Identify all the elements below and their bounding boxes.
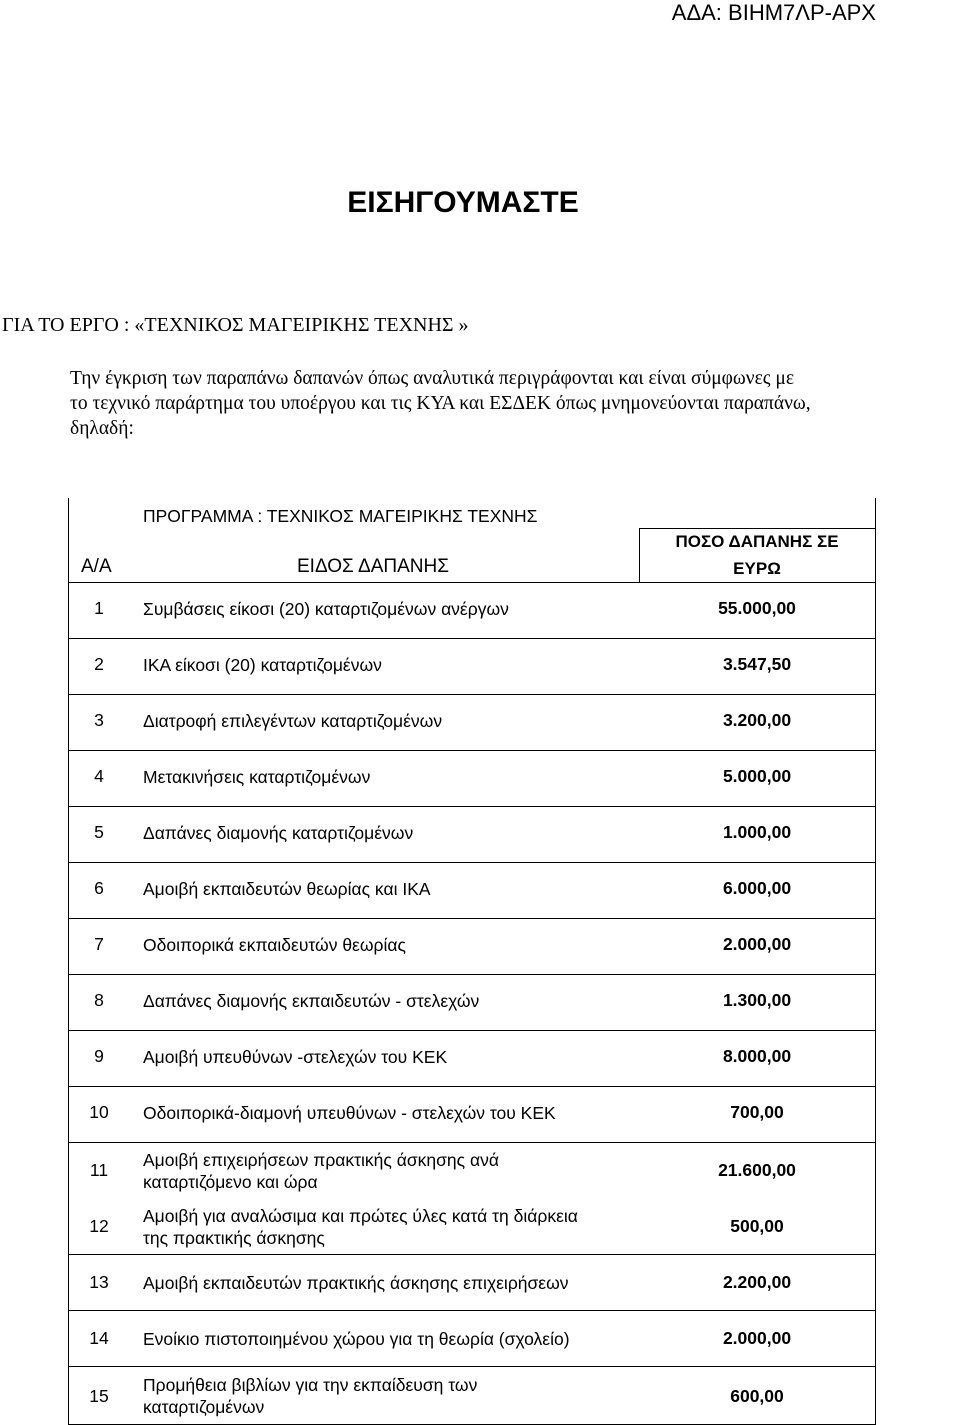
- row-divider: [69, 750, 875, 751]
- row-description: Διατροφή επιλεγέντων καταρτιζομένων: [143, 711, 443, 731]
- row-divider: [69, 1310, 875, 1311]
- row-description-line: καταρτιζόμενο και ώρα: [143, 1172, 318, 1192]
- row-amount: 3.547,50: [722, 654, 792, 674]
- row-amount: 21.600,00: [718, 1160, 796, 1180]
- row-number: 8: [94, 990, 104, 1010]
- row-number: 15: [89, 1386, 109, 1406]
- row-number: 11: [89, 1160, 109, 1180]
- page-title: ΕΙΣΗΓΟΥΜΑΣΤΕ: [347, 186, 579, 219]
- intro-paragraph: [70, 366, 950, 441]
- expense-table: [68, 498, 876, 1425]
- row-number: 4: [94, 766, 104, 786]
- row-description: [143, 1374, 583, 1418]
- row-divider: [69, 1366, 875, 1367]
- row-number: 2: [94, 654, 104, 674]
- row-number: 10: [89, 1102, 109, 1122]
- row-divider: [69, 1142, 875, 1143]
- row-description: Συμβάσεις είκοσι (20) καταρτιζομένων ανέργων: [143, 599, 509, 619]
- row-divider: [69, 694, 875, 695]
- row-number: 14: [89, 1328, 109, 1348]
- ada-code: ΑΔΑ: ΒΙΗΜ7ΛΡ-ΑΡΧ: [671, 0, 876, 25]
- intro-line: το τεχνικό παράρτημα του υποέργου και τις ΚΥΑ και ΕΣΔΕΚ όπως μνημονεύονται παραπάνω,: [70, 393, 811, 414]
- row-description: [143, 1205, 583, 1249]
- row-divider: [69, 974, 875, 975]
- row-description-line: Προμήθεια βιβλίων για την εκπαίδευση των: [143, 1375, 478, 1395]
- column-header-amount-line: ΕΥΡΩ: [733, 559, 781, 578]
- column-header-type: ΕΙΔΟΣ ΔΑΠΑΝΗΣ: [297, 556, 449, 577]
- row-divider: [69, 1086, 875, 1087]
- row-amount: 600,00: [730, 1386, 784, 1406]
- column-header-aa: Α/Α: [81, 556, 112, 577]
- row-divider: [69, 1030, 875, 1031]
- row-amount: 3.200,00: [722, 710, 792, 730]
- row-description-line: καταρτιζομένων: [143, 1397, 265, 1417]
- row-amount: 2.000,00: [722, 934, 792, 954]
- row-divider: [69, 638, 875, 639]
- row-description: Αμοιβή υπευθύνων -στελεχών του ΚΕΚ: [143, 1047, 448, 1067]
- row-description: Οδοιπορικά-διαμονή υπευθύνων - στελεχών του ΚΕΚ: [143, 1103, 556, 1123]
- row-number: 13: [89, 1272, 109, 1292]
- row-amount: 8.000,00: [722, 1046, 792, 1066]
- row-number: 12: [89, 1216, 109, 1236]
- row-description: ΙΚΑ είκοσι (20) καταρτιζομένων: [143, 655, 382, 675]
- row-amount: 500,00: [730, 1216, 784, 1236]
- intro-line: δηλαδή:: [70, 418, 134, 439]
- row-amount: 55.000,00: [718, 598, 796, 618]
- row-description: Οδοιπορικά εκπαιδευτών θεωρίας: [143, 935, 406, 955]
- row-divider: [69, 806, 875, 807]
- row-divider: [69, 582, 875, 583]
- row-amount: 6.000,00: [722, 878, 792, 898]
- row-amount: 700,00: [730, 1102, 784, 1122]
- row-description: Αμοιβή εκπαιδευτών θεωρίας και ΙΚΑ: [143, 879, 431, 899]
- header-top-rule-amount: [639, 528, 875, 529]
- intro-line: Την έγκριση των παραπάνω δαπανών όπως αναλυτικά περιγράφονται και είναι σύμφωνες με: [70, 368, 795, 389]
- row-description: [143, 1149, 583, 1193]
- row-number: 3: [94, 710, 104, 730]
- row-number: 9: [94, 1046, 104, 1066]
- row-description: Δαπάνες διαμονής καταρτιζομένων: [143, 823, 414, 843]
- row-amount: 5.000,00: [722, 766, 792, 786]
- row-description: Δαπάνες διαμονής εκπαιδευτών - στελεχών: [143, 991, 480, 1011]
- row-description-line: της πρακτικής άσκησης: [143, 1228, 325, 1248]
- column-header-amount-line: ΠΟΣΟ ΔΑΠΑΝΗΣ ΣΕ: [675, 532, 839, 551]
- row-amount: 1.000,00: [722, 822, 792, 842]
- row-amount: 1.300,00: [722, 990, 792, 1010]
- row-divider: [69, 862, 875, 863]
- row-description: Μετακινήσεις καταρτιζομένων: [143, 767, 371, 787]
- column-header-amount: [639, 528, 875, 582]
- row-number: 5: [94, 822, 104, 842]
- row-amount: 2.000,00: [722, 1328, 792, 1348]
- amount-column-border: [639, 528, 640, 583]
- row-amount: 2.200,00: [722, 1272, 792, 1292]
- row-divider: [69, 1254, 875, 1255]
- row-description-line: Αμοιβή για αναλώσιμα και πρώτες ύλες κατά τη διάρκεια: [143, 1206, 578, 1226]
- row-number: 6: [94, 878, 104, 898]
- row-number: 1: [94, 598, 104, 618]
- row-description-line: Αμοιβή επιχειρήσεων πρακτικής άσκησης ανά: [143, 1150, 499, 1170]
- row-description: Αμοιβή εκπαιδευτών πρακτικής άσκησης επιχειρήσεων: [143, 1273, 569, 1293]
- program-label: ΠΡΟΓΡΑΜΜΑ : ΤΕΧΝΙΚΟΣ ΜΑΓΕΙΡΙΚΗΣ ΤΕΧΝΗΣ: [143, 506, 538, 526]
- row-description: Ενοίκιο πιστοποιημένου χώρου για τη θεωρία (σχολείο): [143, 1329, 570, 1349]
- row-number: 7: [94, 934, 104, 954]
- row-divider: [69, 918, 875, 919]
- project-line: ΓΙΑ ΤΟ ΕΡΓΟ : «ΤΕΧΝΙΚΟΣ ΜΑΓΕΙΡΙΚΗΣ ΤΕΧΝΗΣ »: [2, 314, 469, 336]
